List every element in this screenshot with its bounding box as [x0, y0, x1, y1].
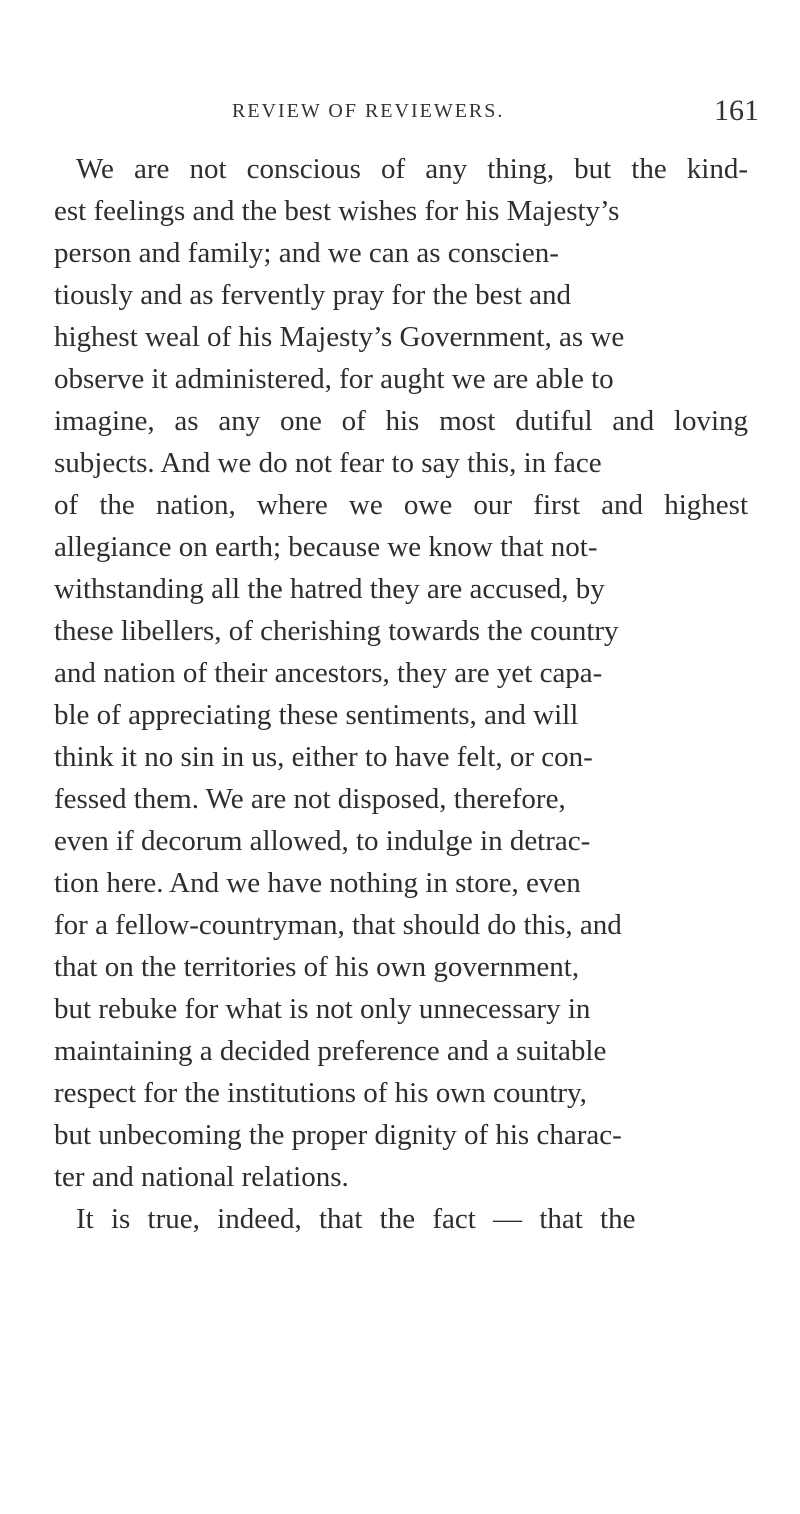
text-line-content: ter and national relations. — [54, 1161, 349, 1193]
text-line-content: allegiance on earth; because we know that not- — [54, 531, 598, 563]
text-line — [0, 778, 800, 820]
text-line — [0, 694, 800, 736]
text-line — [0, 568, 800, 610]
text-line — [0, 988, 800, 1030]
text-line-content: that on the territories of his own government, — [54, 951, 580, 983]
text-line — [0, 400, 800, 442]
text-line — [0, 904, 800, 946]
text-line-content: person and family; and we can as conscien- — [54, 237, 559, 269]
running-title: REVIEW OF REVIEWERS. — [232, 100, 505, 122]
text-line — [0, 358, 800, 400]
text-line-content: ble of appreciating these sentiments, and will — [54, 699, 579, 731]
text-line — [0, 736, 800, 778]
text-line-content: but rebuke for what is not only unnecessary in — [54, 993, 591, 1025]
text-line — [0, 1030, 800, 1072]
text-line-content: these libellers, of cherishing towards the country — [54, 615, 619, 647]
text-line-content: maintaining a decided preference and a suitable — [54, 1035, 607, 1067]
text-line-content: imagine, as any one of his most dutiful and loving — [54, 405, 749, 437]
text-line — [0, 274, 800, 316]
text-line — [0, 820, 800, 862]
text-line-content: and nation of their ancestors, they are yet capa- — [54, 657, 603, 689]
text-line — [0, 1198, 800, 1240]
text-line-content: of the nation, where we owe our first and highest — [54, 489, 749, 521]
text-line-content: think it no sin in us, either to have felt, or con- — [54, 741, 593, 773]
text-line-content: even if decorum allowed, to indulge in detrac- — [54, 825, 591, 857]
text-line — [0, 1072, 800, 1114]
text-line — [0, 862, 800, 904]
text-line — [0, 190, 800, 232]
text-line-content: for a fellow-countryman, that should do this, and — [54, 909, 622, 941]
text-line — [0, 1156, 800, 1198]
text-line — [0, 946, 800, 988]
text-line — [0, 484, 800, 526]
text-line-content: subjects. And we do not fear to say this, in face — [54, 447, 602, 479]
text-line-content: fessed them. We are not disposed, therefore, — [54, 783, 566, 815]
text-line-content: highest weal of his Majesty’s Government, as we — [54, 321, 625, 353]
text-line-content: respect for the institutions of his own country, — [54, 1077, 587, 1109]
text-line — [0, 610, 800, 652]
text-line-content: It is true, indeed, that the fact — that the — [76, 1203, 636, 1235]
text-line-content: tion here. And we have nothing in store, even — [54, 867, 581, 899]
text-line — [0, 316, 800, 358]
text-line — [0, 232, 800, 274]
text-line — [0, 652, 800, 694]
page-number: 161 — [714, 94, 759, 127]
text-line-content: observe it administered, for aught we are able to — [54, 363, 614, 395]
text-line-content: est feelings and the best wishes for his Majesty’s — [54, 195, 620, 227]
text-line — [0, 1114, 800, 1156]
text-line-content: but unbecoming the proper dignity of his charac- — [54, 1119, 622, 1151]
text-line — [0, 148, 800, 190]
text-line — [0, 526, 800, 568]
text-line-content: withstanding all the hatred they are accused, by — [54, 573, 605, 605]
text-line-content: We are not conscious of any thing, but the kind- — [76, 153, 748, 185]
text-line — [0, 442, 800, 484]
text-line-content: tiously and as fervently pray for the best and — [54, 279, 572, 311]
